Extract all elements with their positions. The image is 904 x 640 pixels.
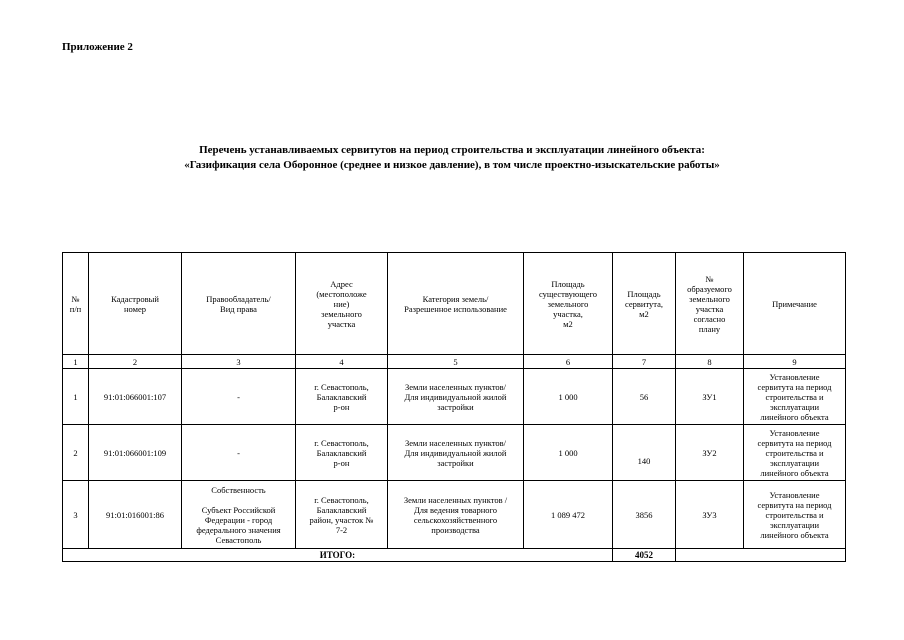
cell-area: 1 000 bbox=[524, 369, 613, 425]
header-num: № п/п bbox=[63, 253, 89, 355]
cell-plot: ЗУ3 bbox=[676, 481, 744, 549]
servitude-area-value: 140 bbox=[637, 455, 651, 466]
total-value: 4052 bbox=[613, 549, 676, 562]
cell-owner: Собственность Субъект Российской Федерации - город федерального значения Севастополь bbox=[182, 481, 296, 549]
title-line-2: «Газификация села Оборонное (среднее и низкое давление), в том числе проектно-изыскательские работы» bbox=[184, 159, 720, 171]
cell-cadastral: 91:01:016001:86 bbox=[89, 481, 182, 549]
cell-address: г. Севастополь, Балаклавский район, участок № 7-2 bbox=[296, 481, 388, 549]
cell-num: 3 bbox=[63, 481, 89, 549]
column-number: 7 bbox=[613, 355, 676, 369]
header-category: Категория земель/ Разрешенное использование bbox=[388, 253, 524, 355]
column-number: 4 bbox=[296, 355, 388, 369]
table-row bbox=[63, 481, 846, 549]
document-title bbox=[62, 143, 842, 173]
header-cadastral: Кадастровый номер bbox=[89, 253, 182, 355]
cell-area: 1 000 bbox=[524, 425, 613, 481]
cell-category: Земли населенных пунктов / Для ведения товарного сельскохозяйственного производства bbox=[388, 481, 524, 549]
column-number: 8 bbox=[676, 355, 744, 369]
table-row bbox=[63, 425, 846, 481]
total-label: ИТОГО: bbox=[63, 549, 613, 562]
cell-servitude-area: 3856 bbox=[613, 481, 676, 549]
column-number-row bbox=[63, 355, 846, 369]
header-address: Адрес (местоположе ние) земельного участка bbox=[296, 253, 388, 355]
cell-servitude-area bbox=[613, 425, 676, 481]
cell-address: г. Севастополь, Балаклавский р-он bbox=[296, 425, 388, 481]
column-number: 2 bbox=[89, 355, 182, 369]
header-owner: Правообладатель/ Вид права bbox=[182, 253, 296, 355]
title-line-1: Перечень устанавливаемых сервитутов на период строительства и эксплуатации линейного объекта: bbox=[199, 144, 705, 156]
cell-owner: - bbox=[182, 369, 296, 425]
cell-category: Земли населенных пунктов/ Для индивидуальной жилой застройки bbox=[388, 369, 524, 425]
servitudes-table bbox=[62, 252, 846, 562]
column-number: 5 bbox=[388, 355, 524, 369]
cell-note: Установление сервитута на период строительства и эксплуатации линейного объекта bbox=[744, 369, 846, 425]
cell-note: Установление сервитута на период строительства и эксплуатации линейного объекта bbox=[744, 425, 846, 481]
total-row bbox=[63, 549, 846, 562]
cell-num: 1 bbox=[63, 369, 89, 425]
appendix-label: Приложение 2 bbox=[62, 41, 133, 53]
cell-owner: - bbox=[182, 425, 296, 481]
cell-plot: ЗУ1 bbox=[676, 369, 744, 425]
column-number: 9 bbox=[744, 355, 846, 369]
cell-note: Установление сервитута на период строительства и эксплуатации линейного объекта bbox=[744, 481, 846, 549]
cell-num: 2 bbox=[63, 425, 89, 481]
cell-category: Земли населенных пунктов/ Для индивидуальной жилой застройки bbox=[388, 425, 524, 481]
cell-servitude-area: 56 bbox=[613, 369, 676, 425]
header-note: Примечание bbox=[744, 253, 846, 355]
header-servitude-area: Площадь сервитута, м2 bbox=[613, 253, 676, 355]
total-empty bbox=[676, 549, 846, 562]
header-area: Площадь существующего земельного участка, м2 bbox=[524, 253, 613, 355]
header-row bbox=[63, 253, 846, 355]
cell-area: 1 089 472 bbox=[524, 481, 613, 549]
header-plot: № образуемого земельного участка согласно плану bbox=[676, 253, 744, 355]
cell-plot: ЗУ2 bbox=[676, 425, 744, 481]
cell-cadastral: 91:01:066001:109 bbox=[89, 425, 182, 481]
column-number: 3 bbox=[182, 355, 296, 369]
column-number: 6 bbox=[524, 355, 613, 369]
column-number: 1 bbox=[63, 355, 89, 369]
cell-address: г. Севастополь, Балаклавский р-он bbox=[296, 369, 388, 425]
cell-cadastral: 91:01:066001:107 bbox=[89, 369, 182, 425]
table-row bbox=[63, 369, 846, 425]
